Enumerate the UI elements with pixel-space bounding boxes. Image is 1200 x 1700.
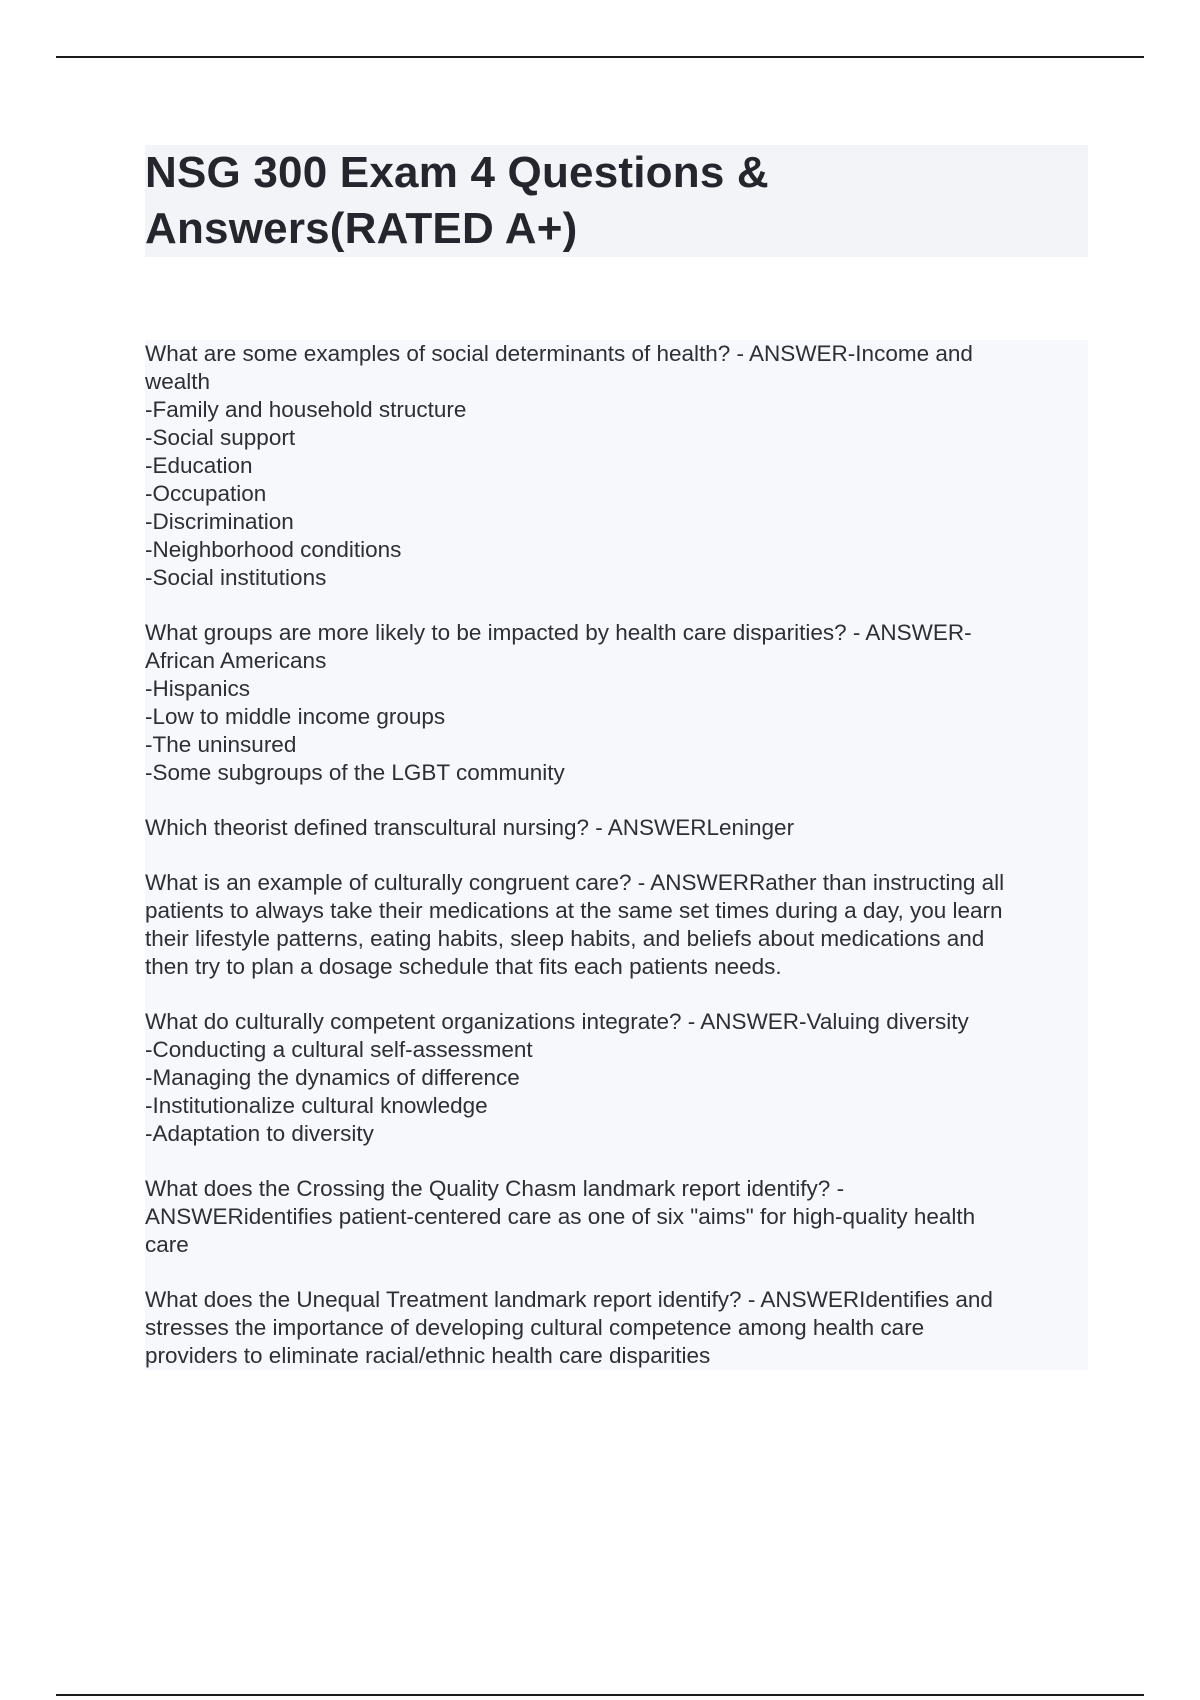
bottom-rule bbox=[56, 1694, 1144, 1696]
qa-item-congruent-care bbox=[145, 869, 1088, 981]
qa-line: -The uninsured bbox=[145, 732, 297, 757]
qa-line: -Social support bbox=[145, 425, 296, 450]
qa-line: What does the Unequal Treatment landmark report identify? - ANSWERIdentifies and bbox=[145, 1287, 993, 1312]
qa-line: ANSWERidentifies patient-centered care as one of six "aims" for high-quality health bbox=[145, 1204, 976, 1229]
top-rule bbox=[56, 56, 1144, 58]
qa-item-disparities-groups bbox=[145, 619, 1088, 787]
title-block bbox=[145, 145, 1088, 257]
qa-line: then try to plan a dosage schedule that fits each patients needs. bbox=[145, 954, 782, 979]
qa-line: What groups are more likely to be impacted by health care disparities? - ANSWER- bbox=[145, 620, 972, 645]
qa-line: -Family and household structure bbox=[145, 397, 467, 422]
qa-line: -Conducting a cultural self-assessment bbox=[145, 1037, 533, 1062]
qa-line: -Neighborhood conditions bbox=[145, 537, 402, 562]
title-line-1: NSG 300 Exam 4 Questions & bbox=[145, 148, 769, 197]
qa-item-competent-organizations bbox=[145, 1008, 1088, 1148]
qa-line: -Discrimination bbox=[145, 509, 294, 534]
qa-line: their lifestyle patterns, eating habits, sleep habits, and beliefs about medications and bbox=[145, 926, 985, 951]
qa-line: providers to eliminate racial/ethnic health care disparities bbox=[145, 1343, 711, 1368]
qa-line: -Social institutions bbox=[145, 565, 327, 590]
qa-line: stresses the importance of developing cultural competence among health care bbox=[145, 1315, 925, 1340]
qa-line: patients to always take their medications at the same set times during a day, you learn bbox=[145, 898, 1003, 923]
qa-content bbox=[145, 340, 1088, 1370]
qa-line: -Education bbox=[145, 453, 253, 478]
qa-line: -Adaptation to diversity bbox=[145, 1121, 374, 1146]
qa-line: What are some examples of social determinants of health? - ANSWER-Income and bbox=[145, 341, 973, 366]
qa-line: Which theorist defined transcultural nursing? - ANSWERLeninger bbox=[145, 815, 795, 840]
qa-line: -Some subgroups of the LGBT community bbox=[145, 760, 565, 785]
title-line-2: Answers(RATED A+) bbox=[145, 204, 578, 253]
qa-line: African Americans bbox=[145, 648, 327, 673]
qa-line: What is an example of culturally congruent care? - ANSWERRather than instructing all bbox=[145, 870, 1005, 895]
qa-line: -Occupation bbox=[145, 481, 267, 506]
page-title bbox=[145, 145, 1088, 257]
qa-item-transcultural-theorist bbox=[145, 814, 1088, 842]
qa-line: wealth bbox=[145, 369, 211, 394]
qa-line: What do culturally competent organizations integrate? - ANSWER-Valuing diversity bbox=[145, 1009, 969, 1034]
qa-line: care bbox=[145, 1232, 189, 1257]
qa-item-quality-chasm bbox=[145, 1175, 1088, 1259]
qa-line: What does the Crossing the Quality Chasm landmark report identify? - bbox=[145, 1176, 845, 1201]
qa-line: -Managing the dynamics of difference bbox=[145, 1065, 520, 1090]
qa-line: -Low to middle income groups bbox=[145, 704, 446, 729]
qa-line: -Institutionalize cultural knowledge bbox=[145, 1093, 488, 1118]
qa-line: -Hispanics bbox=[145, 676, 251, 701]
qa-item-social-determinants bbox=[145, 340, 1088, 592]
qa-item-unequal-treatment bbox=[145, 1286, 1088, 1370]
